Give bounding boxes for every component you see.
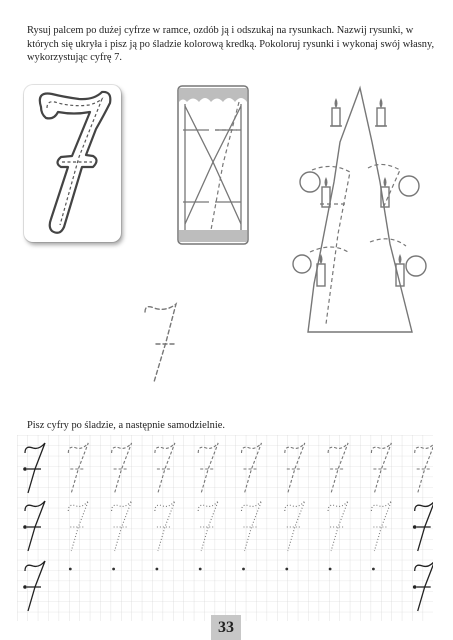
tracing-grid [17, 435, 433, 621]
tracing-seven [329, 568, 332, 571]
large-digit-card [24, 85, 121, 242]
small-dashed-seven [140, 300, 190, 385]
tracing-seven [156, 568, 159, 571]
tracing-seven [69, 568, 72, 571]
instructions-text: Rysuj palcem po dużej cyfrze w ramce, ozdób ją i odszukaj na rysunkach. Nazwij rysunki, w których się ukryła i pisz ją po śladzie kolorową kredką. Pokoloruj rysunki i wykonaj swój własny, wykorzystując cyfrę 7. [27, 25, 435, 64]
tracing-seven [112, 568, 115, 571]
page-number: 33 [211, 615, 241, 640]
tracing-title: Pisz cyfry po śladzie, a następnie samodzielnie. [27, 420, 225, 431]
tracing-seven [242, 568, 245, 571]
tracing-seven [285, 568, 288, 571]
tracing-seven [199, 568, 202, 571]
hourglass-illustration [175, 84, 251, 247]
big-seven-outline [24, 85, 121, 242]
tracing-seven [372, 568, 375, 571]
christmas-tree-illustration [292, 84, 432, 342]
